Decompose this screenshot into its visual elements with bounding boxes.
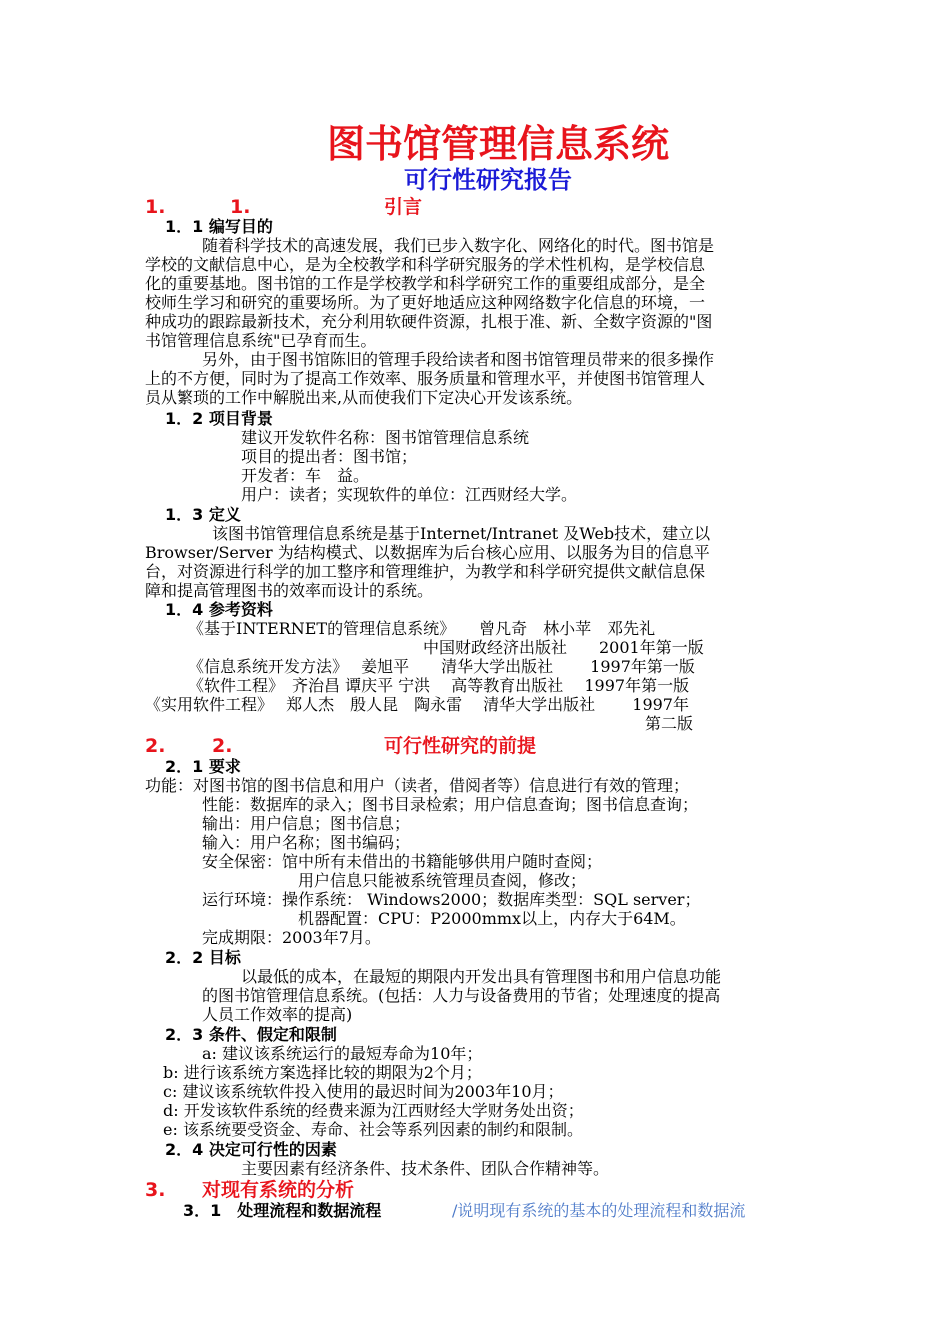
paragraph-line: 随着科学技术的高速发展，我们已步入数字化、网络化的时代。图书馆是 [202, 236, 715, 255]
requirement-line: 性能：数据库的录入；图书目录检索；用户信息查询；图书信息查询； [202, 795, 699, 814]
paragraph-line: 开发者：车 益。 [241, 466, 370, 485]
section-2-1-heading: 2．1 要求 [165, 757, 241, 776]
condition-line: c: 建议该系统软件投入使用的最迟时间为2003年10月； [163, 1082, 564, 1101]
reference-line: 第二版 [645, 714, 694, 733]
paragraph-line: 建议开发软件名称：图书馆管理信息系统 [241, 428, 530, 447]
section-3-title: 对现有系统的分析 [202, 1179, 355, 1201]
paragraph-line: 以最低的成本，在最短的期限内开发出具有管理图书和用户信息功能 [241, 967, 722, 986]
section-2-2-heading: 2．2 目标 [165, 948, 241, 967]
reference-line: 中国财政经济出版社 2001年第一版 [423, 638, 704, 657]
section-1-4-heading: 1．4 参考资料 [165, 600, 273, 619]
requirement-line: 功能：对图书馆的图书信息和用户（读者，借阅者等）信息进行有效的管理； [145, 776, 690, 795]
section-3-number: 3. [145, 1179, 166, 1201]
section-1-2-heading: 1．2 项目背景 [165, 409, 273, 428]
paragraph-line: 化的重要基地。图书馆的工作是学校教学和科学研究工作的重要组成部分，是全 [145, 274, 706, 293]
section-1-number-a: 1. [145, 196, 166, 218]
paragraph-line: 人员工作效率的提高) [202, 1005, 353, 1024]
requirement-line: 输入：用户名称；图书编码； [202, 833, 411, 852]
paragraph-line: 该图书馆管理信息系统是基于Internet/Intranet 及Web技术，建立以 [212, 524, 711, 543]
paragraph-line: 校师生学习和研究的重要场所。为了更好地适应这种网络数字化信息的环境，一 [145, 293, 706, 312]
requirement-line: 运行环境：操作系统： Windows2000；数据库类型：SQL server； [202, 890, 701, 909]
paragraph-line: 书馆管理信息系统"已孕育而生。 [145, 331, 377, 350]
document-subtitle: 可行性研究报告 [404, 166, 572, 194]
paragraph-line: Browser/Server 为结构模式、以数据库为后台核心应用、以服务为目的信息平 [145, 543, 710, 562]
reference-line: 《软件工程》 齐治昌 谭庆平 宁洪 高等教育出版社 1997年第一版 [188, 676, 690, 695]
paragraph-line: 另外，由于图书馆陈旧的管理手段给读者和图书馆管理员带来的很多操作 [202, 350, 715, 369]
paragraph-line: 种成功的跟踪最新技术，充分利用软硬件资源，扎根于准、新、全数字资源的"图 [145, 312, 713, 331]
document-title: 图书馆管理信息系统 [327, 122, 670, 166]
section-2-number-a: 2. [145, 735, 166, 757]
section-1-title: 引言 [384, 196, 423, 218]
paragraph-line: 的图书馆管理信息系统。(包括：人力与设备费用的节省；处理速度的提高 [202, 986, 721, 1005]
section-3-1-heading: 3．1 处理流程和数据流程 [183, 1201, 382, 1220]
section-1-1-heading: 1．1 编写目的 [165, 217, 273, 236]
section-2-number-b: 2. [212, 735, 233, 757]
requirement-line: 输出：用户信息；图书信息； [202, 814, 411, 833]
paragraph-line: 障和提高管理图书的效率而设计的系统。 [145, 581, 434, 600]
section-2-4-heading: 2．4 决定可行性的因素 [165, 1140, 337, 1159]
paragraph-line: 上的不方便，同时为了提高工作效率、服务质量和管理水平，并使图书馆管理人 [145, 369, 706, 388]
requirement-line: 完成期限：2003年7月。 [202, 928, 381, 947]
condition-line: b: 进行该系统方案选择比较的期限为2个月； [163, 1063, 482, 1082]
condition-line: e: 该系统要受资金、寿命、社会等系列因素的制约和限制。 [163, 1120, 583, 1139]
paragraph-line: 台，对资源进行科学的加工整序和管理维护，为教学和科学研究提供文献信息保 [145, 562, 706, 581]
section-1-3-heading: 1．3 定义 [165, 505, 241, 524]
reference-line: 《信息系统开发方法》 姜旭平 清华大学出版社 1997年第一版 [188, 657, 695, 676]
requirement-line: 机器配置：CPU：P2000mmx以上，内存大于64M。 [298, 909, 686, 928]
paragraph-line: 学校的文献信息中心，是为全校教学和科学研究服务的学术性机构，是学校信息 [145, 255, 706, 274]
reference-line: 《实用软件工程》 郑人杰 殷人昆 陶永雷 清华大学出版社 1997年 [145, 695, 689, 714]
condition-line: d: 开发该软件系统的经费来源为江西财经大学财务处出资； [163, 1101, 584, 1120]
paragraph-line: 员从繁琐的工作中解脱出来,从而使我们下定决心开发该系统。 [145, 388, 583, 407]
requirement-line: 用户信息只能被系统管理员查阅，修改； [298, 871, 587, 890]
section-3-1-note: /说明现有系统的基本的处理流程和数据流 [452, 1201, 746, 1220]
paragraph-line: 项目的提出者：图书馆； [241, 447, 418, 466]
section-2-title: 可行性研究的前提 [384, 735, 537, 757]
condition-line: a: 建议该系统运行的最短寿命为10年； [202, 1044, 483, 1063]
reference-line: 《基于INTERNET的管理信息系统》 曾凡奇 林小苹 邓先礼 [188, 619, 656, 638]
paragraph-line: 用户：读者；实现软件的单位：江西财经大学。 [241, 485, 578, 504]
section-1-number-b: 1. [230, 196, 251, 218]
paragraph-line: 主要因素有经济条件、技术条件、团队合作精神等。 [241, 1159, 610, 1178]
requirement-line: 安全保密：馆中所有未借出的书籍能够供用户随时查阅； [202, 852, 603, 871]
section-2-3-heading: 2．3 条件、假定和限制 [165, 1025, 337, 1044]
